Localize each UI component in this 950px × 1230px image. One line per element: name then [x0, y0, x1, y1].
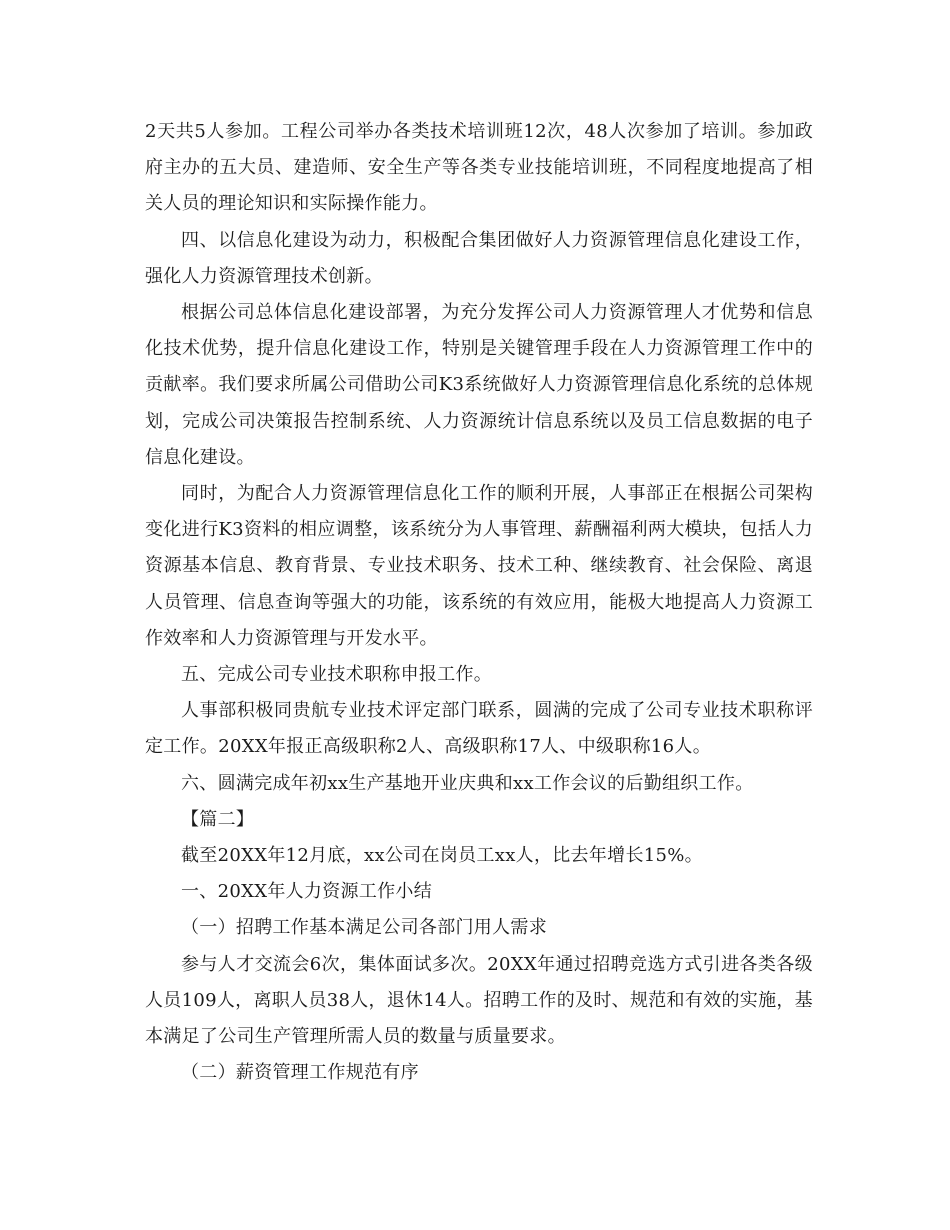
heading-section-five: 五、完成公司专业技术职称申报工作。 [181, 664, 493, 686]
paragraph-informatization-plan: 根据公司总体信息化建设部署，为充分发挥公司人力资源管理人才优势和信息化技术优势，提升信息化建设工作，特别是关键管理手段在人力资源管理工作中的贡献率。我们要求所属公司借助公司K3系统做好人力资源管理信息化系统的总体规划，完成公司决策报告控制系统、人力资源统计信息系统以及员工信息数据的电子信息化建设。 [145, 302, 813, 468]
paragraph-recruitment-details: 参与人才交流会6次，集体面试多次。20XX年通过招聘竞选方式引进各类各级人员109人，离职人员38人，退休14人。招聘工作的及时、规范和有效的实施，基本满足了公司生产管理所需人员的数量与质量要求。 [145, 953, 813, 1048]
paragraph-staff-count: 截至20XX年12月底，xx公司在岗员工xx人，比去年增长15%。 [181, 845, 703, 867]
paragraph-k3-system: 同时，为配合人力资源管理信息化工作的顺利开展，人事部正在根据公司架构变化进行K3资料的相应调整，该系统分为人事管理、薪酬福利两大模块，包括人力资源基本信息、教育背景、专业技术职务、技术工种、继续教育、社会保险、离退人员管理、信息查询等强大的功能，该系统的有效应用，能极大地提高人力资源工作效率和人力资源管理与开发水平。 [145, 483, 813, 649]
paragraph-title-evaluation: 人事部积极同贵航专业技术评定部门联系，圆满的完成了公司专业技术职称评定工作。20XX年报正高级职称2人、高级职称17人、中级职称16人。 [145, 700, 813, 758]
subheading-recruitment: （一）招聘工作基本满足公司各部门用人需求 [181, 917, 547, 939]
heading-section-six: 六、圆满完成年初xx生产基地开业庆典和xx工作会议的后勤组织工作。 [181, 772, 754, 794]
heading-part-two: 【篇二】 [181, 808, 255, 830]
document-body [145, 114, 813, 1091]
heading-section-four: 四、以信息化建设为动力，积极配合集团做好人力资源管理信息化建设工作，强化人力资源管理技术创新。 [145, 229, 813, 287]
paragraph-training-summary: 2天共5人参加。工程公司举办各类技术培训班12次，48人次参加了培训。参加政府主办的五大员、建造师、安全生产等各类专业技能培训班，不同程度地提高了相关人员的理论知识和实际操作能力。 [145, 121, 813, 215]
subheading-salary-management: （二）薪资管理工作规范有序 [181, 1062, 419, 1084]
heading-hr-summary: 一、20XX年人力资源工作小结 [181, 881, 433, 903]
